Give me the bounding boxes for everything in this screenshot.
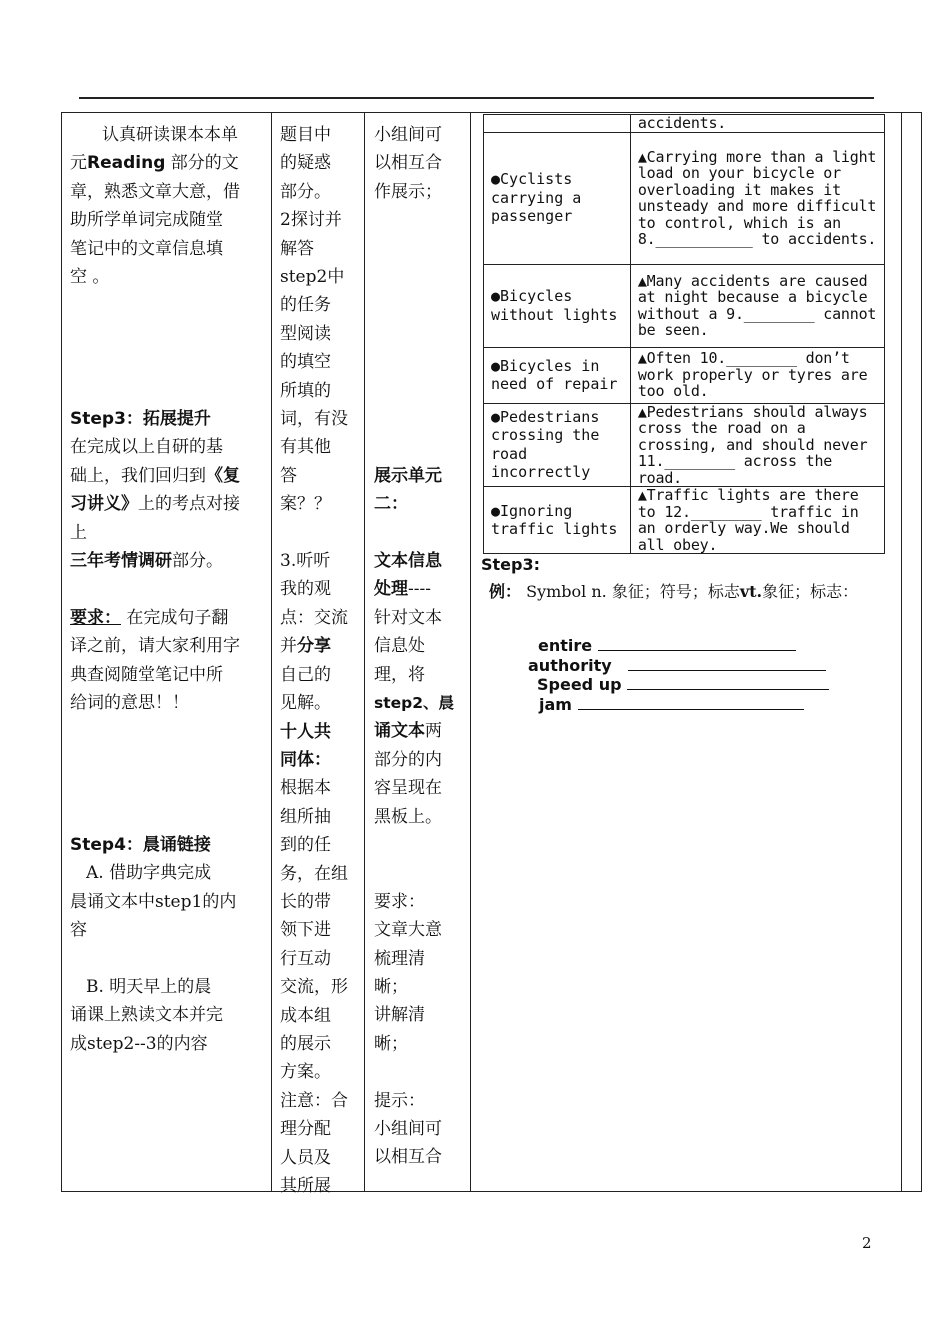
intro-text: 认真研读课本本单 <box>102 125 238 145</box>
step4-item-b: B. 明天早上的晨 <box>86 977 212 998</box>
presentation-line: 部分的内 <box>374 749 442 770</box>
study-guide-column <box>70 121 270 1058</box>
unit-heading: 二： <box>374 494 408 515</box>
requirement-line: 文章大意 <box>374 920 442 941</box>
step3-text-bold: 《复 <box>206 465 240 486</box>
discussion-line: 理分配 <box>280 1119 331 1140</box>
group-heading: 同体： <box>280 749 331 770</box>
table-cell <box>484 115 631 133</box>
presentation-line: 信息处 <box>374 636 425 657</box>
discussion-line: 行互动 <box>280 948 331 969</box>
requirement-text: 在完成句子翻 <box>121 607 229 628</box>
table-row-left: ●Cyclists carrying a passenger <box>484 132 631 264</box>
table-row-left: ●Ignoring traffic lights <box>484 487 631 554</box>
share-bold: 分享 <box>297 636 331 657</box>
discussion-line: 自己的 <box>280 664 331 685</box>
step4-item-a: 容 <box>70 920 87 941</box>
discussion-line: 其所展 <box>280 1176 331 1197</box>
vocab-item <box>526 675 829 695</box>
discussion-line: 见解。 <box>280 693 331 714</box>
header-rule <box>79 97 874 99</box>
column-divider <box>271 113 272 1191</box>
answer-blank[interactable] <box>628 656 826 671</box>
discussion-line: 我的观 <box>280 579 331 600</box>
requirement-line: 晰； <box>374 977 408 997</box>
step3-text: 上的考点对接 <box>138 494 240 515</box>
table-row-left: ●Pedestrians crossing the road incorrectly <box>484 403 631 487</box>
intro-text: 章，熟悉文章大意，借 <box>70 181 240 202</box>
text-processing-heading: 处理 <box>374 579 408 600</box>
discussion-line: step2中 <box>280 267 345 288</box>
presentation-line: 容呈现在 <box>374 778 442 799</box>
discussion-line: 所填的 <box>280 380 331 401</box>
discussion-line: 方案。 <box>280 1062 331 1083</box>
presentation-column <box>374 121 466 1172</box>
example-text: 象征；标志： <box>762 582 859 601</box>
reading-notes-table <box>483 114 885 554</box>
group-heading: 十人共 <box>280 721 331 742</box>
step3-section <box>481 551 901 605</box>
answer-blank[interactable] <box>598 636 796 651</box>
presentation-line: 以相互合 <box>374 153 442 174</box>
column-divider <box>901 113 902 1191</box>
tip-line: 提示： <box>374 1090 425 1111</box>
vocab-item <box>526 636 829 656</box>
presentation-line: ---- <box>408 579 431 600</box>
text-processing-heading: 文本信息 <box>374 550 442 571</box>
discussion-line: 根据本 <box>280 778 331 799</box>
step3-text: 在完成以上自研的基 <box>70 437 223 458</box>
answer-blank[interactable] <box>627 675 829 690</box>
step3-text: 上 <box>70 522 87 543</box>
vocab-word: jam <box>539 694 572 714</box>
table-row-right: ▲Traffic lights are there to 12.________ traffic in an orderly way.We should all obey. <box>630 487 884 554</box>
discussion-line: 有其他 <box>280 437 331 458</box>
step4-heading: Step4：晨诵链接 <box>70 835 211 856</box>
discussion-line: 答 <box>280 465 297 486</box>
table-row-right: ▲Pedestrians should always cross the road on a crossing, and should never 11.________ across the road. <box>630 403 884 487</box>
step4-item-b: 诵课上熟读文本并完 <box>70 1005 223 1026</box>
tip-line: 以相互合 <box>374 1147 442 1168</box>
discussion-line: 的填空 <box>280 352 331 373</box>
table-row-right: ▲Often 10.________ don’t work properly or tyres are too old. <box>630 347 884 403</box>
presentation-line: 作展示； <box>374 181 442 202</box>
discussion-line: 型阅读 <box>280 323 331 344</box>
discussion-line: 的疑惑 <box>280 153 331 174</box>
vocab-word: Speed up <box>537 675 622 694</box>
step2-label: step2、晨 <box>374 693 455 712</box>
page-number: 2 <box>862 1234 872 1252</box>
requirement-line: 晰； <box>374 1033 408 1054</box>
step3-text: 础上，我们回归到 <box>70 465 206 486</box>
step3-heading: Step3：拓展提升 <box>70 409 211 429</box>
discussion-line: 部分。 <box>280 181 331 202</box>
presentation-line: 小组间可 <box>374 125 442 145</box>
discussion-line: 3.听听 <box>280 551 331 572</box>
step3-text-bold: 习讲义》 <box>70 494 138 515</box>
intro-text: 元 <box>70 153 87 174</box>
discussion-line: 解答 <box>280 238 314 259</box>
step4-item-a: 晨诵文本中step1的内 <box>70 891 237 912</box>
discussion-line: 词，有没 <box>280 409 348 430</box>
discussion-line: 案？？ <box>280 494 331 515</box>
discussion-line: 点：交流 <box>280 607 348 628</box>
presentation-line: 理，将 <box>374 664 425 685</box>
step3-title: Step3: <box>481 555 541 574</box>
discussion-line: 交流，形 <box>280 977 348 998</box>
unit-heading: 展示单元 <box>374 465 442 486</box>
presentation-line: 两 <box>425 721 442 742</box>
intro-text: 部分的文 <box>165 153 239 174</box>
example-label: 例： <box>489 582 522 601</box>
example-text: Symbol n. 象征；符号；标志 <box>521 582 740 601</box>
discussion-column <box>280 121 362 1200</box>
vocab-item <box>526 695 829 715</box>
discussion-line: 成本组 <box>280 1005 331 1026</box>
requirement-text: 译之前，请大家利用字 <box>70 636 240 657</box>
step4-item-b: 成step2--3的内容 <box>70 1033 208 1054</box>
presentation-line: 黑板上。 <box>374 806 442 827</box>
tip-line: 小组间可 <box>374 1119 442 1140</box>
table-row-left: ●Bicycles without lights <box>484 264 631 347</box>
discussion-line: 组所抽 <box>280 806 331 827</box>
discussion-line: 的展示 <box>280 1033 331 1054</box>
step3-text-bold: 三年考情调研 <box>70 551 172 572</box>
discussion-line: 注意：合 <box>280 1090 348 1111</box>
discussion-line: 的任务 <box>280 295 331 316</box>
discussion-line: 务，在组 <box>280 863 348 884</box>
intro-text: 助所学单词完成随堂 <box>70 210 223 231</box>
discussion-line: 长的带 <box>280 891 331 912</box>
vocab-word: entire <box>538 636 593 655</box>
table-cell: accidents. <box>630 115 884 133</box>
column-divider <box>470 113 471 1191</box>
reading-label: Reading <box>87 153 166 174</box>
requirement-line: 要求： <box>374 891 425 912</box>
requirement-line: 梳理清 <box>374 948 425 969</box>
discussion-line: 人员及 <box>280 1147 331 1168</box>
vocab-item <box>526 656 829 676</box>
requirement-line: 讲解清 <box>374 1005 425 1026</box>
intro-text: 空 。 <box>70 267 110 288</box>
vocab-list <box>526 636 829 714</box>
answer-blank[interactable] <box>578 695 804 710</box>
example-vt: vt. <box>739 582 763 601</box>
intro-text: 笔记中的文章信息填 <box>70 238 223 259</box>
discussion-line: 2探讨并 <box>280 210 342 231</box>
discussion-line: 到的任 <box>280 835 331 856</box>
requirement-label: 要求： <box>70 607 121 628</box>
discussion-line: 领下进 <box>280 920 331 941</box>
vocab-word: authority <box>528 655 612 675</box>
table-row-right: ▲Carrying more than a light load on your bicycle or overloading it makes it unsteady and more difficult to control, which is an 8.___________ to accidents. <box>630 132 884 264</box>
step3-text: 部分。 <box>172 551 223 572</box>
presentation-line: 针对文本 <box>374 607 442 628</box>
requirement-text: 典查阅随堂笔记中所 <box>70 664 223 685</box>
table-row-right: ▲Many accidents are caused at night because a bicycle without a 9.________ cannot be seen. <box>630 264 884 347</box>
discussion-line: 题目中 <box>280 125 331 145</box>
step4-item-a: A. 借助字典完成 <box>86 863 212 884</box>
column-divider <box>364 113 365 1191</box>
recite-label: 诵文本 <box>374 721 425 742</box>
table-row-left: ●Bicycles in need of repair <box>484 347 631 403</box>
discussion-line: 并 <box>280 636 297 657</box>
requirement-text: 给词的意思！！ <box>70 693 189 714</box>
